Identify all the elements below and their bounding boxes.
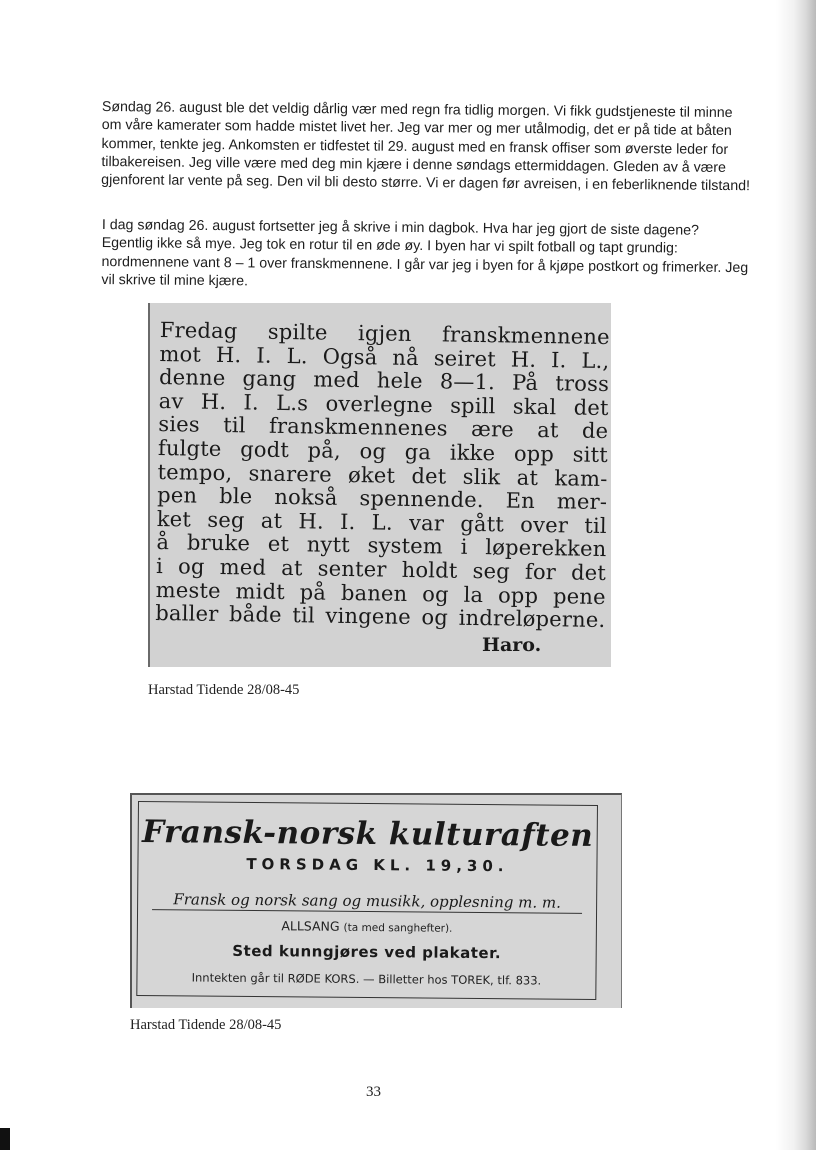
clipping-line: å bruke et nytt system i løperekken [156,530,607,562]
clipping-line: denne gang med hele 8—1. På tross [158,365,610,397]
advert-title: Fransk-norsk kulturaften [141,814,594,854]
diary-paragraph-1: Søndag 26. august ble det veldig dårlig vær med regn fra tidlig morgen. Vi fikk gudstjeneste til minne om våre kamerater som hadde mistet livet her. Jeg var mer og mer utålmodig, det er på tide at båten kommer, tenkte jeg. Ankomsten er tidfestet til 29. august med en fransk offiser som øverste leder for tilbakereisen. Jeg ville være med deg min kjære i denne søndags ettermiddagen. Gleden av å være gjenforent lar vente på seg. Den vil bli desto større. Vi er dagen før avreisen, i en feberliknende tilstand! [101,98,751,195]
clipping-line: fulgte godt på, og ga ikke opp sitt [157,435,609,468]
clipping-line: pen ble nokså spennende. En mer- [157,483,608,515]
advert-allsang-label: ALLSANG [281,918,340,934]
clipping-line: sies til franskmennenes ære at de [158,412,609,444]
clipping-line: Fredag spilte igjen franskmennene [159,318,610,350]
clipping-line: tempo, snarere øket det slik at kam- [157,459,608,491]
clipping-line: baller både til vingene og indreløperne. [155,601,606,633]
newspaper-clipping-football [148,303,611,667]
page-number: 33 [366,1084,381,1100]
clipping-article-text [155,319,610,633]
clipping-line: mot H. I. L. Også nå seiret H. I. L., [159,341,610,373]
page-edge-shadow [776,0,816,1150]
clipping-caption-1: Harstad Tidende 28/08-45 [148,682,300,698]
clipping-line: i og med at senter holdt seg for det [155,553,607,585]
diary-paragraph-2: I dag søndag 26. august fortsetter jeg å skrive i min dagbok. Hva har jeg gjort de siste dagene? Egentlig ikke så mye. Jeg tok en rotur til en øde øy. I byen har vi spilt fotball og tapt grundig: nordmennene vant 8 – 1 over franskmennene. I går var jeg i byen for å kjøpe postkort og frimerker. Jeg vil skrive til mine kjære. [101,216,749,290]
clipping-caption-2: Harstad Tidende 28/08-45 [130,1017,282,1033]
clipping-line: av H. I. L.s overlegne spill skal det [158,388,609,420]
advert-subtitle: Fransk og norsk sang og musikk, opplesning m. m. [152,890,582,914]
scan-edge-mark [0,1128,10,1150]
advert-time: TORSDAG KL. 19,30. [246,854,509,876]
advert-venue: Sted kunngjøres ved plakater. [232,941,502,963]
advert-allsang [138,917,596,936]
clipping-signature: Haro. [482,634,542,656]
clipping-line: meste midt på banen og la opp pene [155,577,606,609]
clipping-line: ket seg at H. I. L. var gått over til [156,506,607,538]
advert-frame [136,801,598,1000]
advert-allsang-note: (ta med sanghefter). [343,921,453,935]
newspaper-clipping-advert [130,793,622,1008]
advert-income: Inntekten går til RØDE KORS. — Billetter hos TOREK, tlf. 833. [191,970,542,988]
